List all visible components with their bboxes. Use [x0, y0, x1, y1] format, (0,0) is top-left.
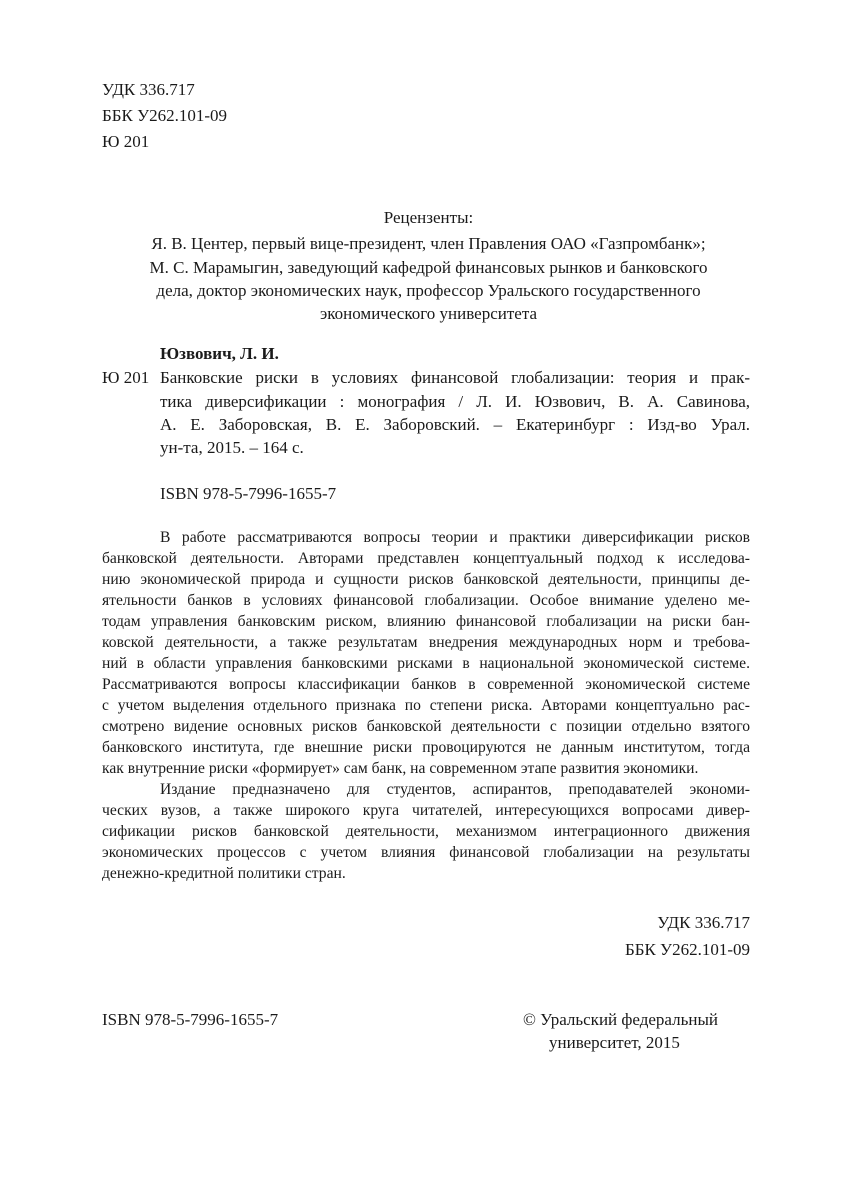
abstract-line: денежно-кредитной политики стран.: [102, 865, 346, 882]
abstract-line: банковского института, где внешние риски провоцируются не данным институтом, тогда: [102, 739, 750, 756]
biblio-isbn: ISBN 978-5-7996-1655-7: [160, 484, 337, 503]
abstract-line: ческих вузов, а также широкого круга читателей, интересующихся вопросами дивер-: [102, 802, 750, 819]
abstract-line: В работе рассматриваются вопросы теории и практики диверсификации рисков: [160, 529, 750, 546]
biblio-line: Банковские риски в условиях финансовой глобализации: теория и прак-: [160, 368, 750, 387]
abstract-line: Издание предназначено для студентов, аспирантов, преподавателей экономи-: [160, 781, 750, 798]
abstract-line: экономических процессов с учетом влияния финансовой глобализации на результаты: [102, 844, 750, 861]
footer-bbk: ББК У262.101-09: [624, 940, 750, 959]
abstract-line: банковской деятельности. Авторами представлен концептуальный подход к исследова-: [102, 550, 750, 567]
reviewer-line: экономического университета: [319, 304, 538, 323]
biblio-line: тика диверсификации : монография / Л. И. Юзвович, В. А. Савинова,: [160, 392, 750, 411]
udk-code: УДК 336.717: [102, 80, 195, 99]
abstract-line: нию экономической природа и сущности рисков банковской деятельности, принципы де-: [102, 571, 750, 588]
copyright-line: университет, 2015: [549, 1033, 680, 1052]
author-sign: Ю 201: [102, 132, 150, 151]
abstract-line: с учетом выделения отдельного признака по степени риска. Авторами концептуально рас-: [102, 697, 750, 714]
abstract-line: ятельности банков в условиях финансовой глобализации. Особое внимание уделено ме-: [102, 592, 750, 609]
abstract-line: тодам управления банковским риском, влиянию финансовой глобализации на риски бан-: [102, 613, 750, 630]
biblio-author: Юзвович, Л. И.: [160, 344, 279, 363]
reviewers-title: Рецензенты:: [383, 208, 474, 227]
abstract-line: ний в области управления банковскими рисками в национальной экономической системе.: [102, 655, 750, 672]
biblio-sign: Ю 201: [102, 368, 150, 387]
reviewer-line: дела, доктор экономических наук, профессор Уральского государственного: [156, 281, 701, 300]
abstract-line: смотрено видение основных рисков банковской деятельности с позиции отдельно взятого: [102, 718, 750, 735]
biblio-line: ун-та, 2015. – 164 с.: [160, 438, 304, 457]
abstract-line: как внутренние риски «формирует» сам банк, на современном этапе развития экономики.: [102, 760, 699, 777]
reviewer-line: Я. В. Центер, первый вице-президент, член Правления ОАО «Газпромбанк»;: [151, 234, 706, 253]
reviewer-line: М. С. Марамыгин, заведующий кафедрой финансовых рынков и банковского: [149, 258, 708, 277]
footer-udk: УДК 336.717: [657, 913, 750, 932]
abstract-line: сификации рисков банковской деятельности, механизмом интеграционного движения: [102, 823, 750, 840]
biblio-line: А. Е. Заборовская, В. Е. Заборовский. – Екатеринбург : Изд-во Урал.: [160, 415, 750, 434]
copyright-line: © Уральский федеральный: [523, 1010, 718, 1029]
abstract-line: Рассматриваются вопросы классификации банков в современной экономической системе: [102, 676, 750, 693]
bbk-code: ББК У262.101-09: [102, 106, 228, 125]
footer-isbn: ISBN 978-5-7996-1655-7: [102, 1010, 279, 1029]
abstract-line: ковской деятельности, а также результатам внедрения международных норм и требова-: [102, 634, 750, 651]
